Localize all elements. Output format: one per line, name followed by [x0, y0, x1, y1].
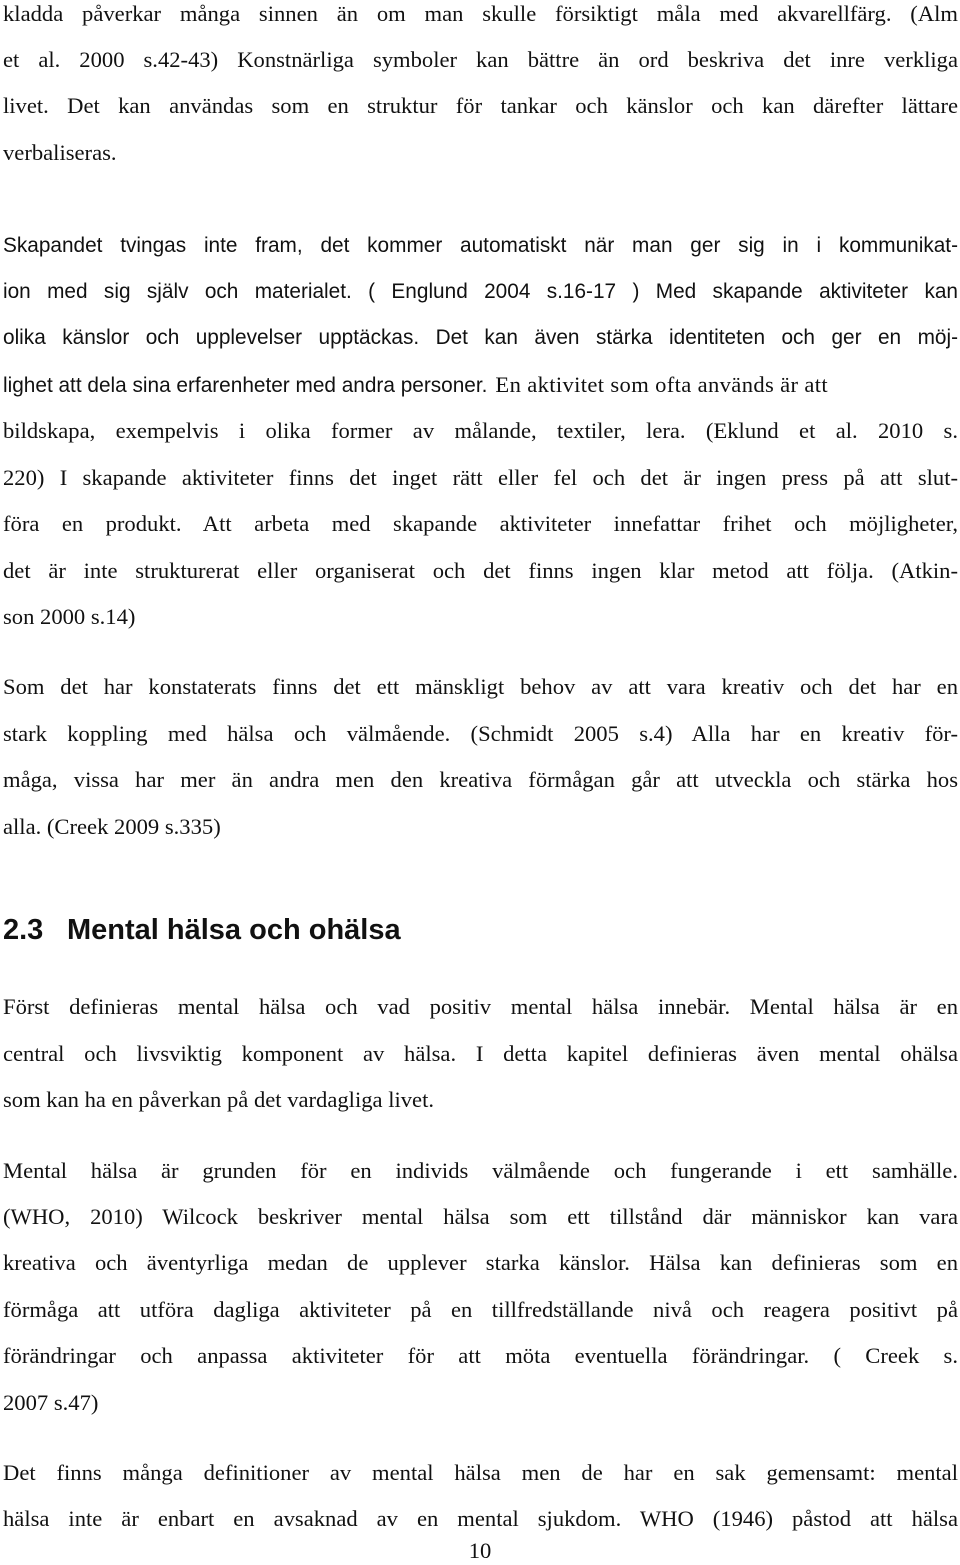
- section-title: Mental hälsa och ohälsa: [67, 914, 401, 946]
- paragraph-3-line-2: stark koppling med hälsa och välmående. (Schmidt 2005 s.4) Alla har en kreativ för-: [3, 721, 958, 746]
- paragraph-1-line-2: et al. 2000 s.42-43) Konstnärliga symboler kan bättre än ord beskriva det inre verkliga: [3, 47, 958, 72]
- paragraph-5-line-3: kreativa och äventyrliga medan de upplever starka känslor. Hälsa kan definieras som en: [3, 1250, 958, 1275]
- paragraph-5-line-5: förändringar och anpassa aktiviteter för att möta eventuella förändringar. ( Creek s.: [3, 1343, 958, 1368]
- paragraph-5-line-6: 2007 s.47): [3, 1390, 99, 1415]
- paragraph-6-line-1: Det finns många definitioner av mental hälsa men de har en sak gemensamt: mental: [3, 1460, 958, 1485]
- paragraph-2-line-8: det är inte strukturerat eller organiserat och det finns ingen klar metod att följa. (Atkin-: [3, 558, 958, 583]
- paragraph-1-line-4: verbaliseras.: [3, 140, 117, 165]
- paragraph-1-line-3: livet. Det kan användas som en struktur för tankar och känslor och kan därefter lättare: [3, 93, 958, 118]
- paragraph-2-line-4: [3, 371, 958, 399]
- paragraph-5-line-2: (WHO, 2010) Wilcock beskriver mental hälsa som ett tillstånd där människor kan vara: [3, 1204, 958, 1229]
- section-heading: [3, 912, 401, 948]
- paragraph-3-line-4: alla. (Creek 2009 s.335): [3, 814, 221, 839]
- paragraph-1-line-1: kladda påverkar många sinnen än om man skulle försiktigt måla med akvarellfärg. (Alm: [3, 1, 958, 26]
- paragraph-2-line-4-serif: En aktivitet som ofta används är att: [489, 372, 829, 397]
- paragraph-5-line-4: förmåga att utföra dagliga aktiviteter på en tillfredställande nivå och reagera positivt på: [3, 1297, 958, 1322]
- paragraph-3-line-1: Som det har konstaterats finns det ett mänskligt behov av att vara kreativ och det har en: [3, 674, 958, 699]
- paragraph-2-line-1: Skapandet tvingas inte fram, det kommer automatiskt när man ger sig in i kommunikat-: [3, 234, 958, 257]
- section-number: 2.3: [3, 914, 44, 946]
- paragraph-5-line-1: Mental hälsa är grunden för en individs välmående och fungerande i ett samhälle.: [3, 1158, 958, 1183]
- paragraph-3-line-3: måga, vissa har mer än andra men den kreativa förmågan går att utveckla och stärka hos: [3, 767, 958, 792]
- paragraph-4-line-1: Först definieras mental hälsa och vad positiv mental hälsa innebär. Mental hälsa är en: [3, 994, 958, 1019]
- paragraph-4-line-3: som kan ha en påverkan på det vardagliga livet.: [3, 1087, 435, 1112]
- paragraph-6-line-2: hälsa inte är enbart en avsaknad av en mental sjukdom. WHO (1946) påstod att hälsa: [3, 1506, 958, 1531]
- page-number: 10: [468, 1538, 492, 1563]
- paragraph-2-line-2: ion med sig själv och materialet. ( Englund 2004 s.16-17 ) Med skapande aktiviteter kan: [3, 280, 958, 303]
- paragraph-2-line-7: föra en produkt. Att arbeta med skapande aktiviteter innefattar frihet och möjligheter,: [3, 511, 958, 536]
- paragraph-2-line-4-sans: lighet att dela sina erfarenheter med andra personer.: [3, 374, 488, 397]
- paragraph-2-line-5: bildskapa, exempelvis i olika former av målande, textiler, lera. (Eklund et al. 2010 s.: [3, 418, 958, 443]
- paragraph-2-line-6: 220) I skapande aktiviteter finns det inget rätt eller fel och det är ingen press på att slut-: [3, 465, 958, 490]
- paragraph-4-line-2: central och livsviktig komponent av hälsa. I detta kapitel definieras även mental ohälsa: [3, 1041, 958, 1066]
- paragraph-2-line-3: olika känslor och upplevelser upptäckas. Det kan även stärka identiteten och ger en möj-: [3, 326, 958, 349]
- paragraph-2-line-9: son 2000 s.14): [3, 604, 136, 629]
